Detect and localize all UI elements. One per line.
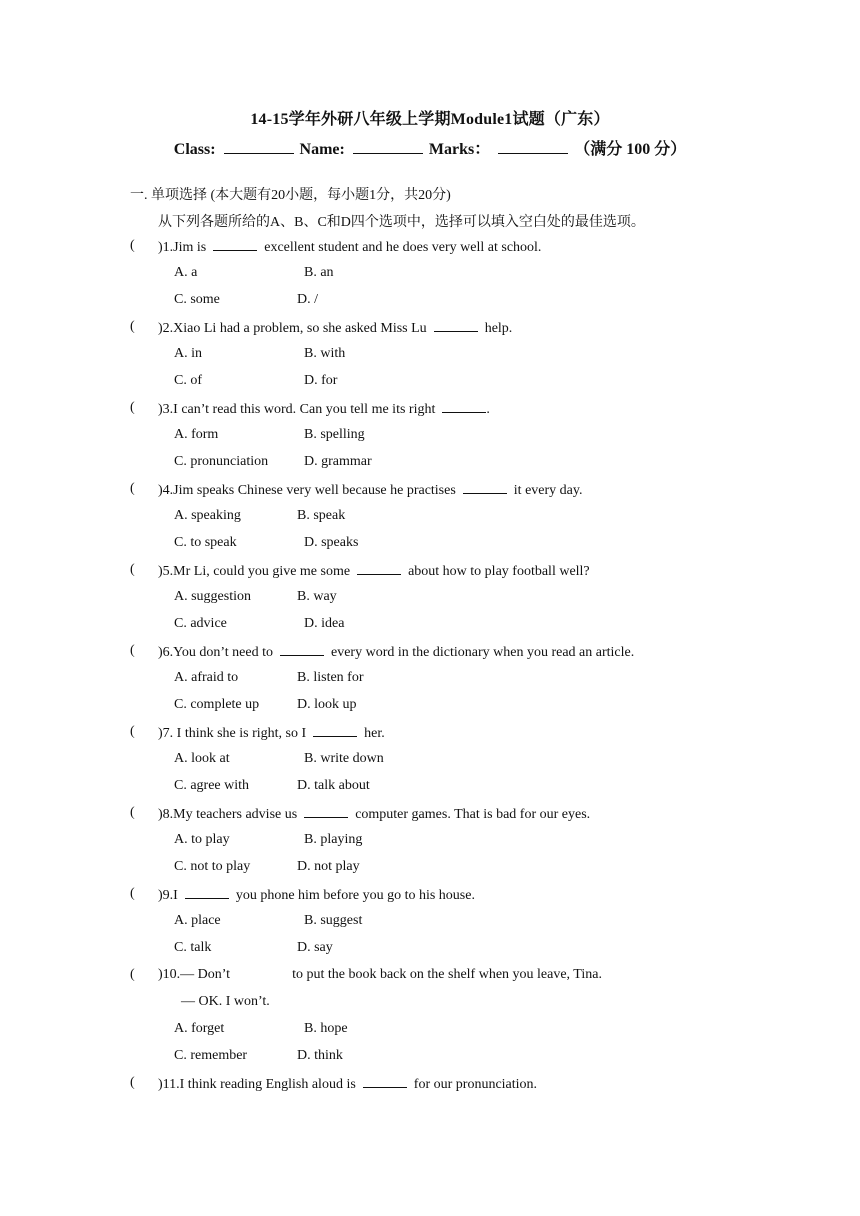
answer-paren[interactable]: (: [130, 1075, 135, 1090]
answer-blank: [313, 724, 357, 737]
option-b: B. suggest: [304, 913, 363, 928]
name-blank[interactable]: [353, 139, 423, 154]
answer-paren[interactable]: (: [130, 319, 135, 334]
answer-blank: [280, 643, 324, 656]
answer-blank: [463, 481, 507, 494]
option-c: C. some: [174, 292, 220, 307]
answer-paren[interactable]: (: [130, 886, 135, 901]
class-label: Class:: [173, 141, 216, 158]
answer-blank: [357, 562, 401, 575]
marks-blank[interactable]: [498, 139, 568, 154]
option-b: B. speak: [297, 508, 346, 523]
answer-paren[interactable]: (: [130, 643, 135, 658]
option-d: D. say: [297, 940, 333, 955]
answer-blank: [442, 400, 486, 413]
option-d: D. /: [297, 292, 318, 307]
marks-label: Marks：: [428, 141, 491, 158]
option-c: C. complete up: [174, 697, 260, 712]
question-stem: )3.I can’t read this word. Can you tell me its right .: [158, 402, 490, 417]
answer-paren[interactable]: (: [130, 805, 135, 820]
option-b: B. an: [304, 265, 334, 280]
section-heading: 一. 单项选择 (本大题有20小题，每小题1分，共20分): [130, 188, 451, 203]
answer-blank: [434, 319, 478, 332]
option-b: B. playing: [304, 832, 363, 847]
option-a: A. form: [174, 427, 219, 442]
option-b: B. hope: [304, 1021, 348, 1036]
answer-blank: [185, 886, 229, 899]
option-a: A. look at: [174, 751, 230, 766]
option-d: D. grammar: [304, 454, 372, 469]
answer-paren[interactable]: (: [130, 400, 135, 415]
answer-paren[interactable]: (: [130, 562, 135, 577]
option-c: C. not to play: [174, 859, 251, 874]
question-stem: )5.Mr Li, could you give me some about how to play football well?: [158, 564, 590, 579]
answer-blank: [304, 805, 348, 818]
question-stem: )9.I you phone him before you go to his house.: [158, 888, 475, 903]
option-b: B. spelling: [304, 427, 365, 442]
question-stem: )10.— Don’t to put the book back on the shelf when you leave, Tina.: [158, 967, 602, 982]
option-a: A. forget: [174, 1021, 225, 1036]
option-d: D. for: [304, 373, 338, 388]
option-b: B. way: [297, 589, 337, 604]
option-c: C. of: [174, 373, 202, 388]
question-stem: )2.Xiao Li had a problem, so she asked Miss Lu help.: [158, 321, 513, 336]
option-c: C. pronunciation: [174, 454, 269, 469]
option-d: D. speaks: [304, 535, 359, 550]
answer-blank: [213, 238, 257, 251]
option-a: A. speaking: [174, 508, 241, 523]
option-a: A. in: [174, 346, 202, 361]
option-a: A. suggestion: [174, 589, 251, 604]
option-c: C. talk: [174, 940, 212, 955]
answer-paren[interactable]: (: [130, 481, 135, 496]
option-a: A. a: [174, 265, 198, 280]
option-d: D. think: [297, 1048, 343, 1063]
option-c: C. to speak: [174, 535, 237, 550]
answer-blank: [363, 1075, 407, 1088]
option-d: D. not play: [297, 859, 360, 874]
answer-paren[interactable]: (: [130, 238, 135, 253]
option-b: B. write down: [304, 751, 384, 766]
answer-paren[interactable]: (: [130, 967, 135, 982]
option-a: A. to play: [174, 832, 230, 847]
option-a: A. place: [174, 913, 221, 928]
question-stem: )8.My teachers advise us computer games. That is bad for our eyes.: [158, 807, 591, 822]
exam-title: 14-15学年外研八年级上学期Module1试题（广东）: [250, 111, 610, 128]
option-b: B. listen for: [297, 670, 364, 685]
question-stem: )6.You don’t need to every word in the dictionary when you read an article.: [158, 645, 635, 660]
section-instruction: 从下列各题所给的A、B、C和D四个选项中，选择可以填入空白处的最佳选项。: [158, 215, 645, 230]
student-info-line: [0, 136, 860, 159]
option-b: B. with: [304, 346, 346, 361]
option-c: C. agree with: [174, 778, 250, 793]
name-label: Name:: [299, 141, 345, 158]
answer-paren[interactable]: (: [130, 724, 135, 739]
dialogue-reply: — OK. I won’t.: [181, 994, 270, 1009]
question-stem: )11.I think reading English aloud is for our pronunciation.: [158, 1077, 538, 1092]
full-marks-note: （满分 100 分）: [574, 141, 687, 158]
option-c: C. advice: [174, 616, 227, 631]
option-a: A. afraid to: [174, 670, 239, 685]
option-d: D. look up: [297, 697, 357, 712]
option-d: D. idea: [304, 616, 345, 631]
question-stem: )4.Jim speaks Chinese very well because he practises it every day.: [158, 483, 583, 498]
question-stem: )1.Jim is excellent student and he does very well at school.: [158, 240, 542, 255]
class-blank[interactable]: [224, 139, 294, 154]
option-c: C. remember: [174, 1048, 248, 1063]
question-stem: )7. I think she is right, so I her.: [158, 726, 385, 741]
option-d: D. talk about: [297, 778, 370, 793]
